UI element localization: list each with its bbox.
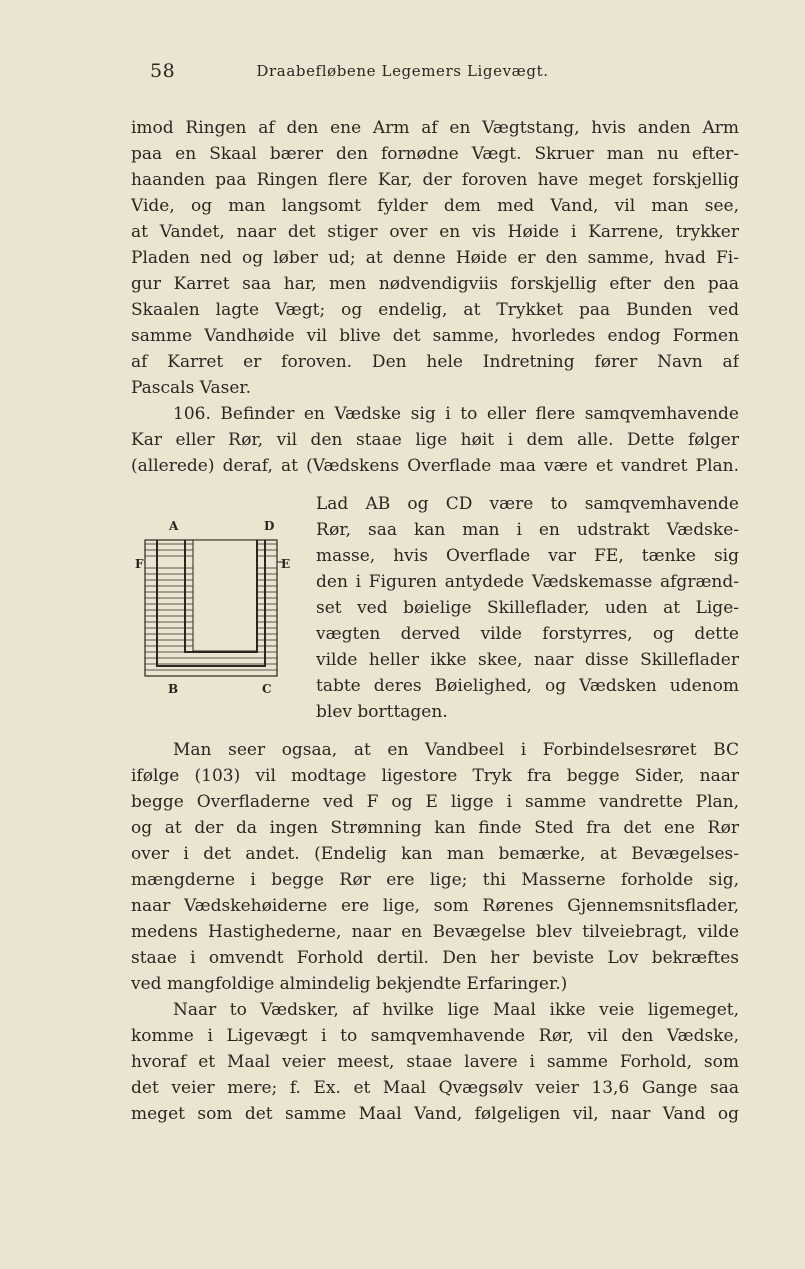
text-line: at Vandet, naar det stiger over en vis Høide i Karrene, trykker	[131, 222, 739, 242]
page-number: 58	[150, 60, 176, 82]
text-line: ifølge (103) vil modtage ligestore Tryk fra begge Sider, naar	[131, 766, 739, 786]
text-line: Naar to Vædsker, af hvilke lige Maal ikke veie ligemeget,	[173, 1000, 739, 1020]
text-line: vægten derved vilde forstyrres, og dette	[316, 624, 739, 644]
text-line: Rør, saa kan man i en udstrakt Vædske-	[316, 520, 739, 540]
text-line: masse, hvis Overflade var FE, tænke sig	[316, 546, 739, 566]
text-line: imod Ringen af den ene Arm af en Vægtstang, hvis anden Arm	[131, 118, 739, 138]
text-line: hvoraf et Maal veier meest, staae lavere i samme Forhold, som	[131, 1052, 739, 1072]
text-line: haanden paa Ringen flere Kar, der foroven have meget forskjellig	[131, 170, 739, 190]
text-line: det veier mere; f. Ex. et Maal Qvægsølv veier 13,6 Gange saa	[131, 1078, 739, 1098]
text-line: vilde heller ikke skee, naar disse Skilleflader	[316, 650, 739, 670]
text-line: gur Karret saa har, men nødvendigviis forskjellig efter den paa	[131, 274, 739, 294]
text-line: og at der da ingen Strømning kan finde Sted fra det ene Rør	[131, 818, 739, 838]
figure-label-d: D	[264, 519, 275, 533]
text-line: komme i Ligevægt i to samqvemhavende Rør, vil den Vædske,	[131, 1026, 739, 1046]
figure-label-b: B	[168, 682, 179, 696]
figure-label-a: A	[169, 519, 179, 533]
text-line: meget som det samme Maal Vand, følgeligen vil, naar Vand og	[131, 1104, 739, 1124]
text-line: over i det andet. (Endelig kan man bemærke, at Bevægelses-	[131, 844, 739, 864]
text-line: Pascals Vaser.	[131, 378, 252, 398]
text-line: Pladen ned og løber ud; at denne Høide er den samme, hvad Fi-	[131, 248, 739, 268]
text-line: mængderne i begge Rør ere lige; thi Masserne forholde sig,	[131, 870, 739, 890]
text-line: den i Figuren antydede Vædskemasse afgrænd-	[316, 572, 739, 592]
text-line: tabte deres Bøielighed, og Vædsken udenom	[316, 676, 739, 696]
text-line: paa en Skaal bærer den fornødne Vægt. Skruer man nu efter-	[131, 144, 739, 164]
text-line: naar Vædskehøiderne ere lige, som Rørenes Gjennemsnitsflader,	[131, 896, 739, 916]
text-line: 106. Befinder en Vædske sig i to eller flere samqvemhavende	[173, 404, 739, 424]
running-title: Draabefløbene Legemers Ligevægt.	[256, 62, 549, 80]
figure-label-f: F	[135, 557, 144, 571]
figure-label-e: E	[281, 557, 291, 571]
figure-label-c: C	[262, 682, 272, 696]
text-line: set ved bøielige Skilleflader, uden at Lige-	[316, 598, 739, 618]
text-line: Lad AB og CD være to samqvemhavende	[316, 494, 739, 514]
text-line: (allerede) deraf, at (Vædskens Overflade maa være et vandret Plan.	[131, 456, 739, 476]
text-line: medens Hastighederne, naar en Bevægelse blev tilveiebragt, vilde	[131, 922, 739, 942]
text-line: begge Overfladerne ved F og E ligge i samme vandrette Plan,	[131, 792, 739, 812]
text-line: blev borttagen.	[316, 702, 448, 722]
text-line: samme Vandhøide vil blive det samme, hvorledes endog Formen	[131, 326, 739, 346]
text-line: Skaalen lagte Vægt; og endelig, at Trykket paa Bunden ved	[131, 300, 739, 320]
text-line: ved mangfoldige almindelig bekjendte Erfaringer.)	[131, 974, 568, 994]
text-line: af Karret er foroven. Den hele Indretning fører Navn af	[131, 352, 739, 372]
communicating-tubes-figure	[135, 516, 305, 696]
text-line: Vide, og man langsomt fylder dem med Vand, vil man see,	[131, 196, 739, 216]
inner-gap	[193, 540, 257, 651]
text-line: Man seer ogsaa, at en Vandbeel i Forbindelsesrøret BC	[173, 740, 739, 760]
text-line: Kar eller Rør, vil den staae lige høit i dem alle. Dette følger	[131, 430, 739, 450]
text-line: staae i omvendt Forhold dertil. Den her beviste Lov bekræftes	[131, 948, 739, 968]
